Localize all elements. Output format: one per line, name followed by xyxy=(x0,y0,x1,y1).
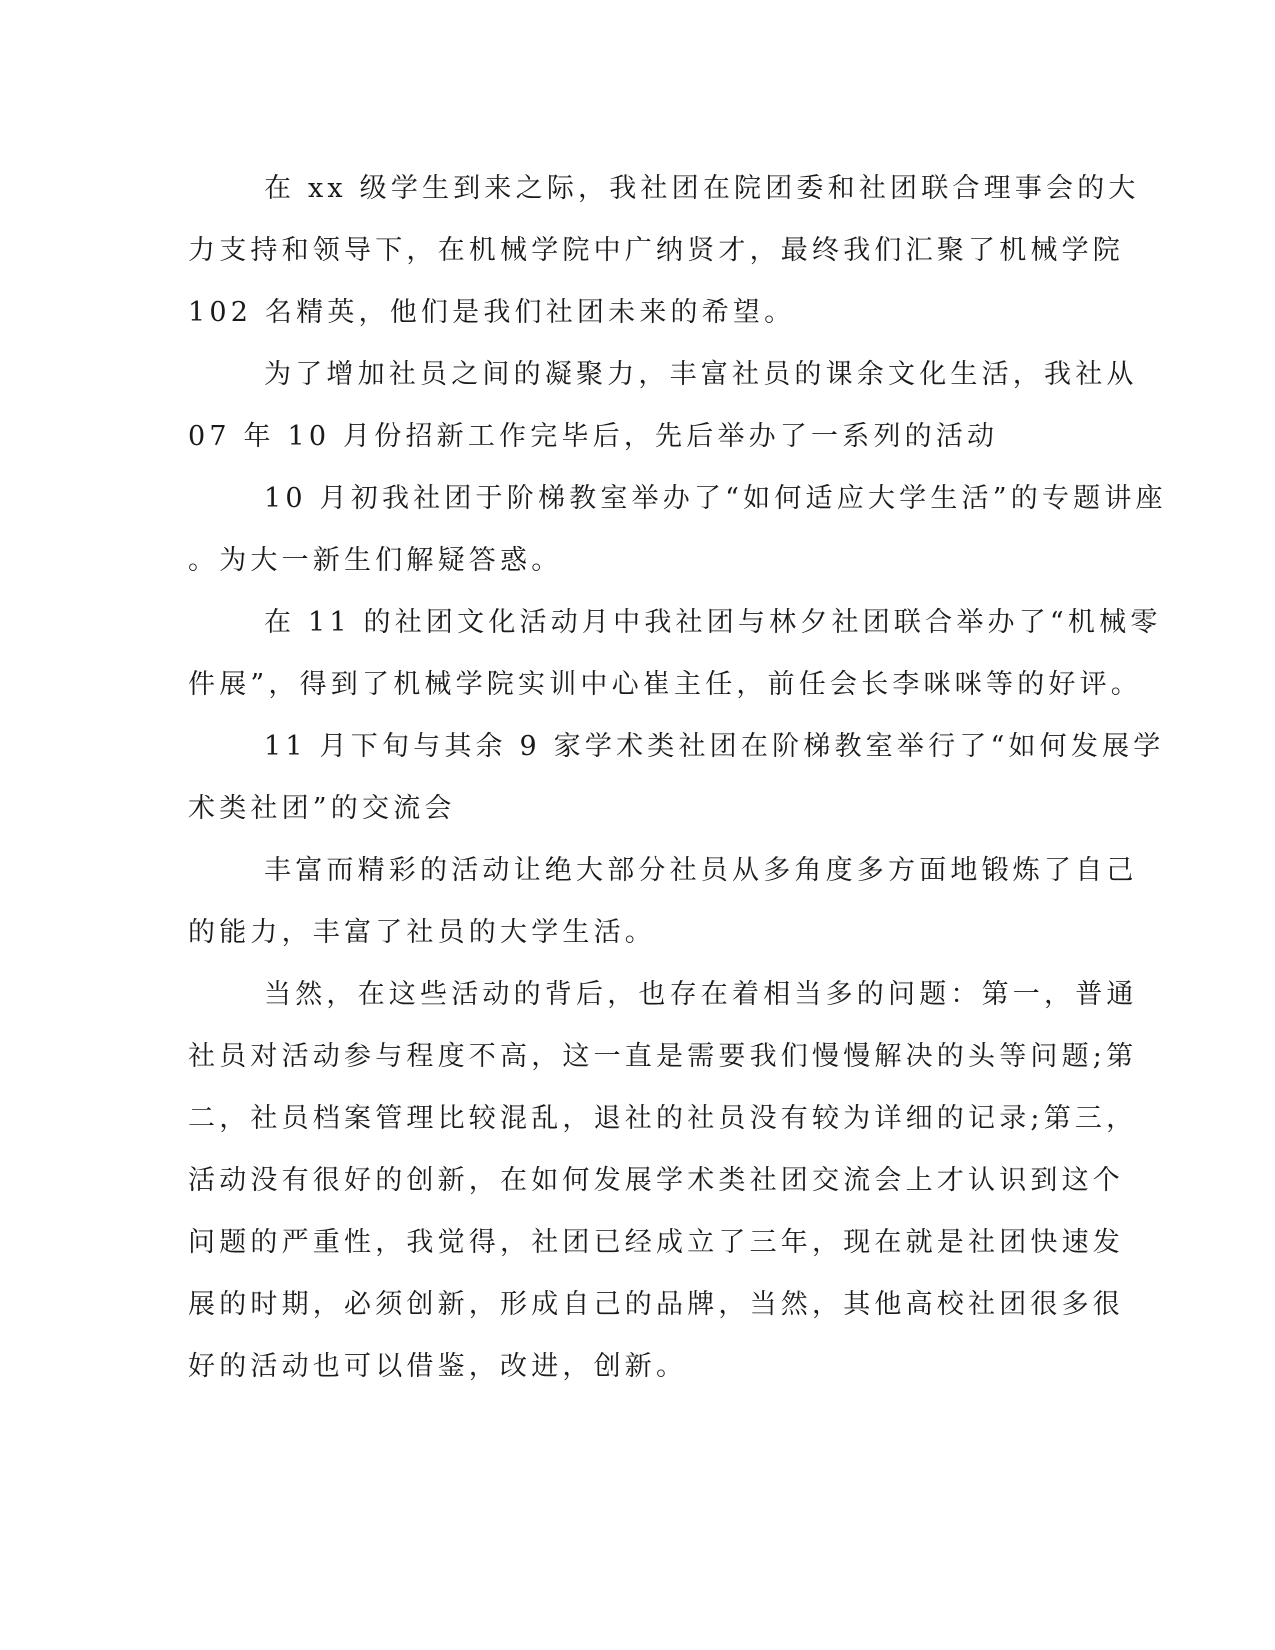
text-line: 的能力，丰富了社员的大学生活。 xyxy=(188,917,656,948)
document-body xyxy=(188,158,1167,1398)
text-line: 102 名精英，他们是我们社团未来的希望。 xyxy=(188,297,796,328)
text-line: 为了增加社员之间的凝聚力，丰富社员的课余文化生活，我社从 xyxy=(264,359,1138,390)
text-line: 在 xx 级学生到来之际，我社团在院团委和社团联合理事会的大 xyxy=(264,173,1140,204)
text-line: 。为大一新生们解疑答惑。 xyxy=(188,545,563,576)
text-line: 07 年 10 月份招新工作完毕后，先后举办了一系列的活动 xyxy=(188,421,999,452)
text-line: 10 月初我社团于阶梯教室举办了“如何适应大学生活”的专题讲座 xyxy=(264,483,1167,514)
text-line: 11 月下旬与其余 9 家学术类社团在阶梯教室举行了“如何发展学 xyxy=(264,731,1165,762)
text-line: 当然，在这些活动的背后，也存在着相当多的问题：第一，普通 xyxy=(264,979,1138,1010)
text-line: 在 11 的社团文化活动月中我社团与林夕社团联合举办了“机械零 xyxy=(264,607,1162,638)
text-line: 问题的严重性，我觉得，社团已经成立了三年，现在就是社团快速发 xyxy=(188,1227,1124,1258)
text-line: 力支持和领导下，在机械学院中广纳贤才，最终我们汇聚了机械学院 xyxy=(188,235,1124,266)
text-line: 丰富而精彩的活动让绝大部分社员从多角度多方面地锻炼了自己 xyxy=(264,855,1138,886)
text-line: 活动没有很好的创新，在如何发展学术类社团交流会上才认识到这个 xyxy=(188,1165,1124,1196)
text-line: 好的活动也可以借鉴，改进，创新。 xyxy=(188,1351,688,1382)
text-line: 术类社团”的交流会 xyxy=(188,793,456,824)
text-line: 二，社员档案管理比较混乱，退社的社员没有较为详细的记录;第三， xyxy=(188,1103,1138,1134)
text-line: 展的时期，必须创新，形成自己的品牌，当然，其他高校社团很多很 xyxy=(188,1289,1124,1320)
text-line: 社员对活动参与程度不高，这一直是需要我们慢慢解决的头等问题;第 xyxy=(188,1041,1138,1072)
text-line: 件展”，得到了机械学院实训中心崔主任，前任会长李咪咪等的好评。 xyxy=(188,669,1143,700)
